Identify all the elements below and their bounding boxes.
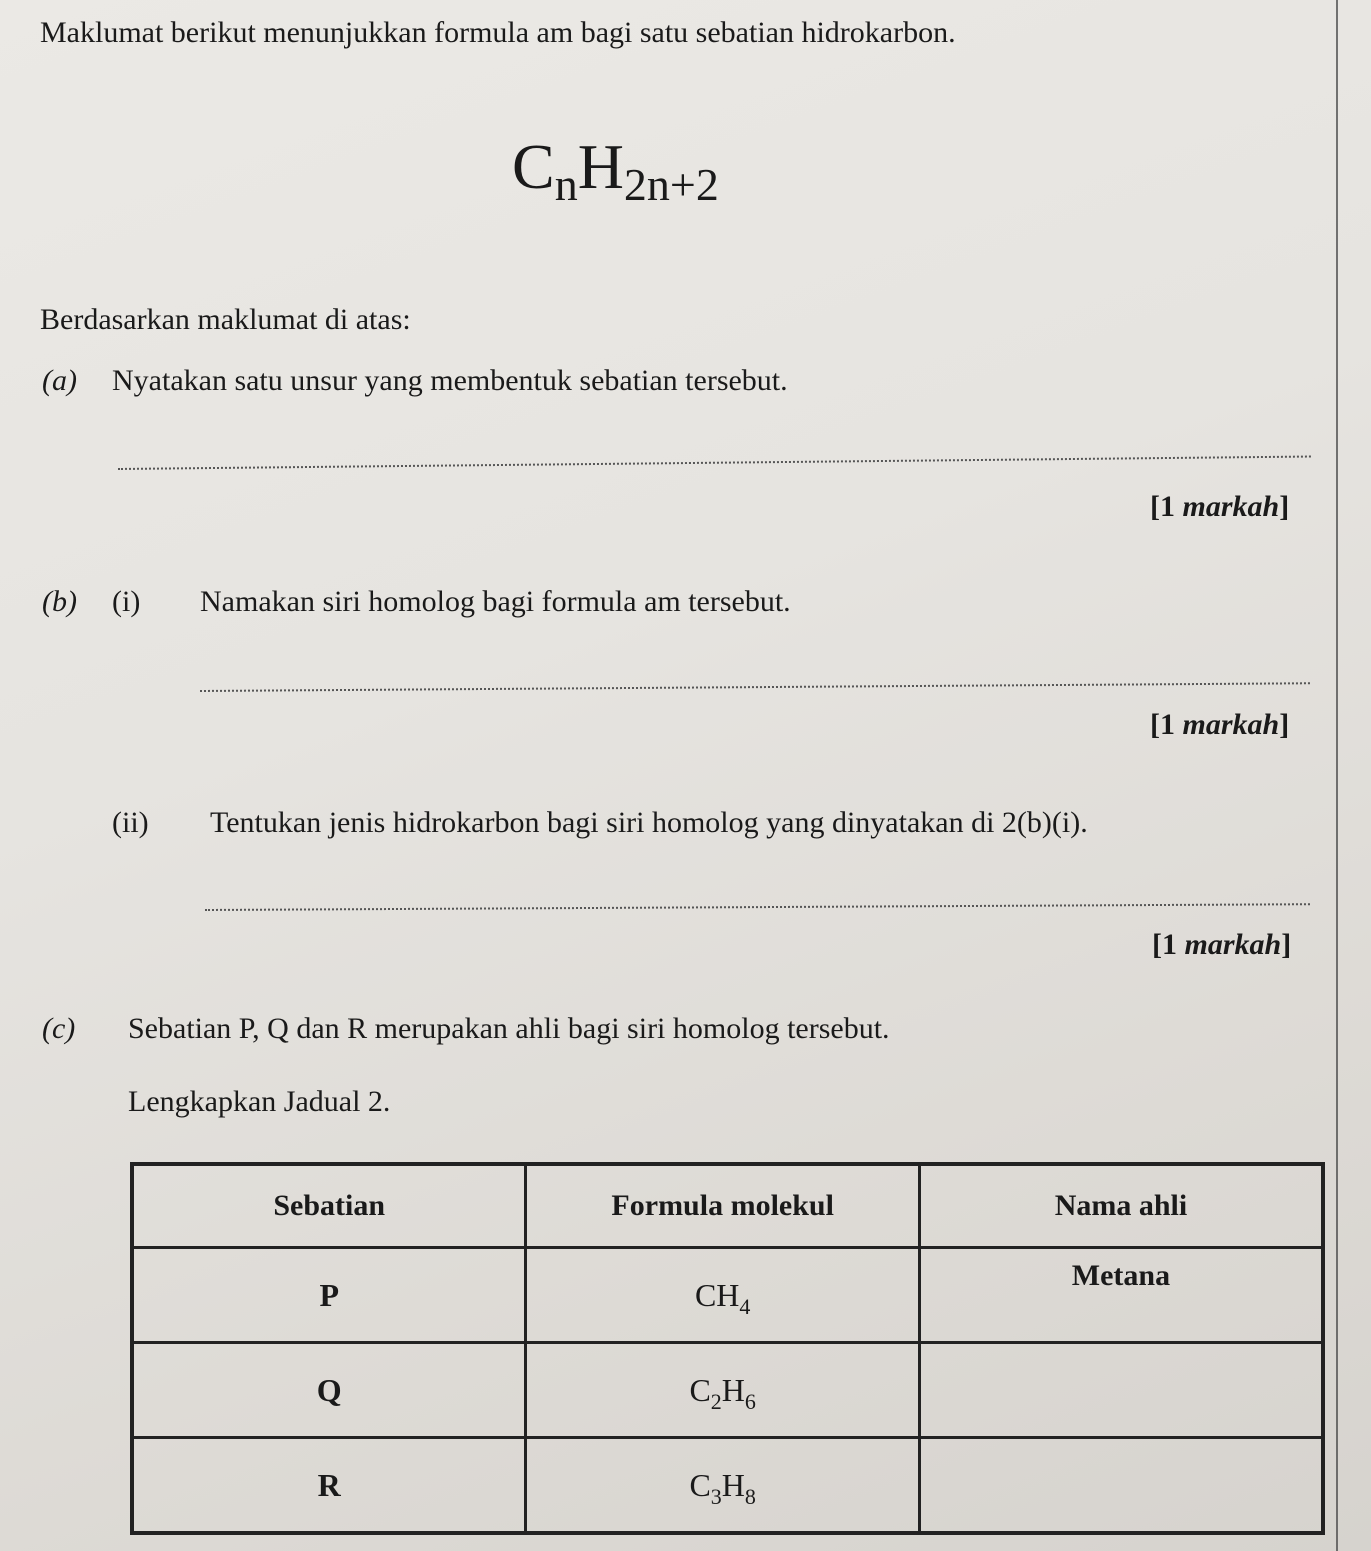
answer-line-a[interactable] <box>118 456 1311 470</box>
question-c-text: Sebatian P, Q dan R merupakan ahli bagi siri homolog tersebut. <box>128 1012 890 1045</box>
formula-cell: $C_3H_8$ <box>526 1438 919 1534</box>
answer-line-b-i[interactable] <box>200 682 1310 692</box>
question-c-instruction: Lengkapkan Jadual 2. <box>128 1085 391 1118</box>
based-on-text: Berdasarkan maklumat di atas: <box>40 303 411 336</box>
name-cell-blank[interactable] <box>919 1343 1323 1438</box>
compound-cell: R <box>132 1438 526 1534</box>
question-b-ii-label: (ii) <box>112 806 149 839</box>
name-cell: Metana <box>919 1248 1323 1343</box>
formula-sub-n: n <box>554 159 578 210</box>
name-cell-blank[interactable] <box>919 1438 1323 1534</box>
table-row <box>132 1438 1323 1534</box>
general-formula <box>512 130 719 210</box>
header-nama-ahli: Nama ahli <box>919 1164 1323 1248</box>
formula-sub-2n2: 2n+2 <box>623 159 719 210</box>
formula-cell: $C_2H_6$ <box>526 1343 919 1438</box>
header-sebatian: Sebatian <box>132 1164 526 1248</box>
mark-a: [1 markah] <box>1150 490 1290 523</box>
table-header-row <box>132 1164 1323 1248</box>
table-row <box>132 1343 1323 1438</box>
page-edge-line <box>1336 0 1338 1551</box>
question-a-label: (a) <box>42 364 77 397</box>
compound-cell: P <box>132 1248 526 1343</box>
mark-b-ii: [1 markah] <box>1152 928 1292 961</box>
table-2 <box>130 1162 1325 1535</box>
table-row <box>132 1248 1323 1343</box>
question-b-ii-text: Tentukan jenis hidrokarbon bagi siri homolog yang dinyatakan di 2(b)(i). <box>210 806 1088 839</box>
question-b-label: (b) <box>42 585 77 618</box>
intro-text: Maklumat berikut menunjukkan formula am bagi satu sebatian hidrokarbon. <box>40 16 956 49</box>
question-c-label: (c) <box>42 1012 76 1045</box>
compound-cell: Q <box>132 1343 526 1438</box>
formula-c: C <box>512 131 555 202</box>
answer-line-b-ii[interactable] <box>205 903 1310 911</box>
formula-cell: $CH_4$ <box>526 1248 919 1343</box>
header-formula-molekul: Formula molekul <box>526 1164 919 1248</box>
mark-b-i: [1 markah] <box>1150 708 1290 741</box>
question-b-i-text: Namakan siri homolog bagi formula am tersebut. <box>200 585 791 618</box>
question-a-text: Nyatakan satu unsur yang membentuk sebatian tersebut. <box>112 364 788 397</box>
question-b-i-label: (i) <box>112 585 141 618</box>
formula-h: H <box>577 131 624 202</box>
